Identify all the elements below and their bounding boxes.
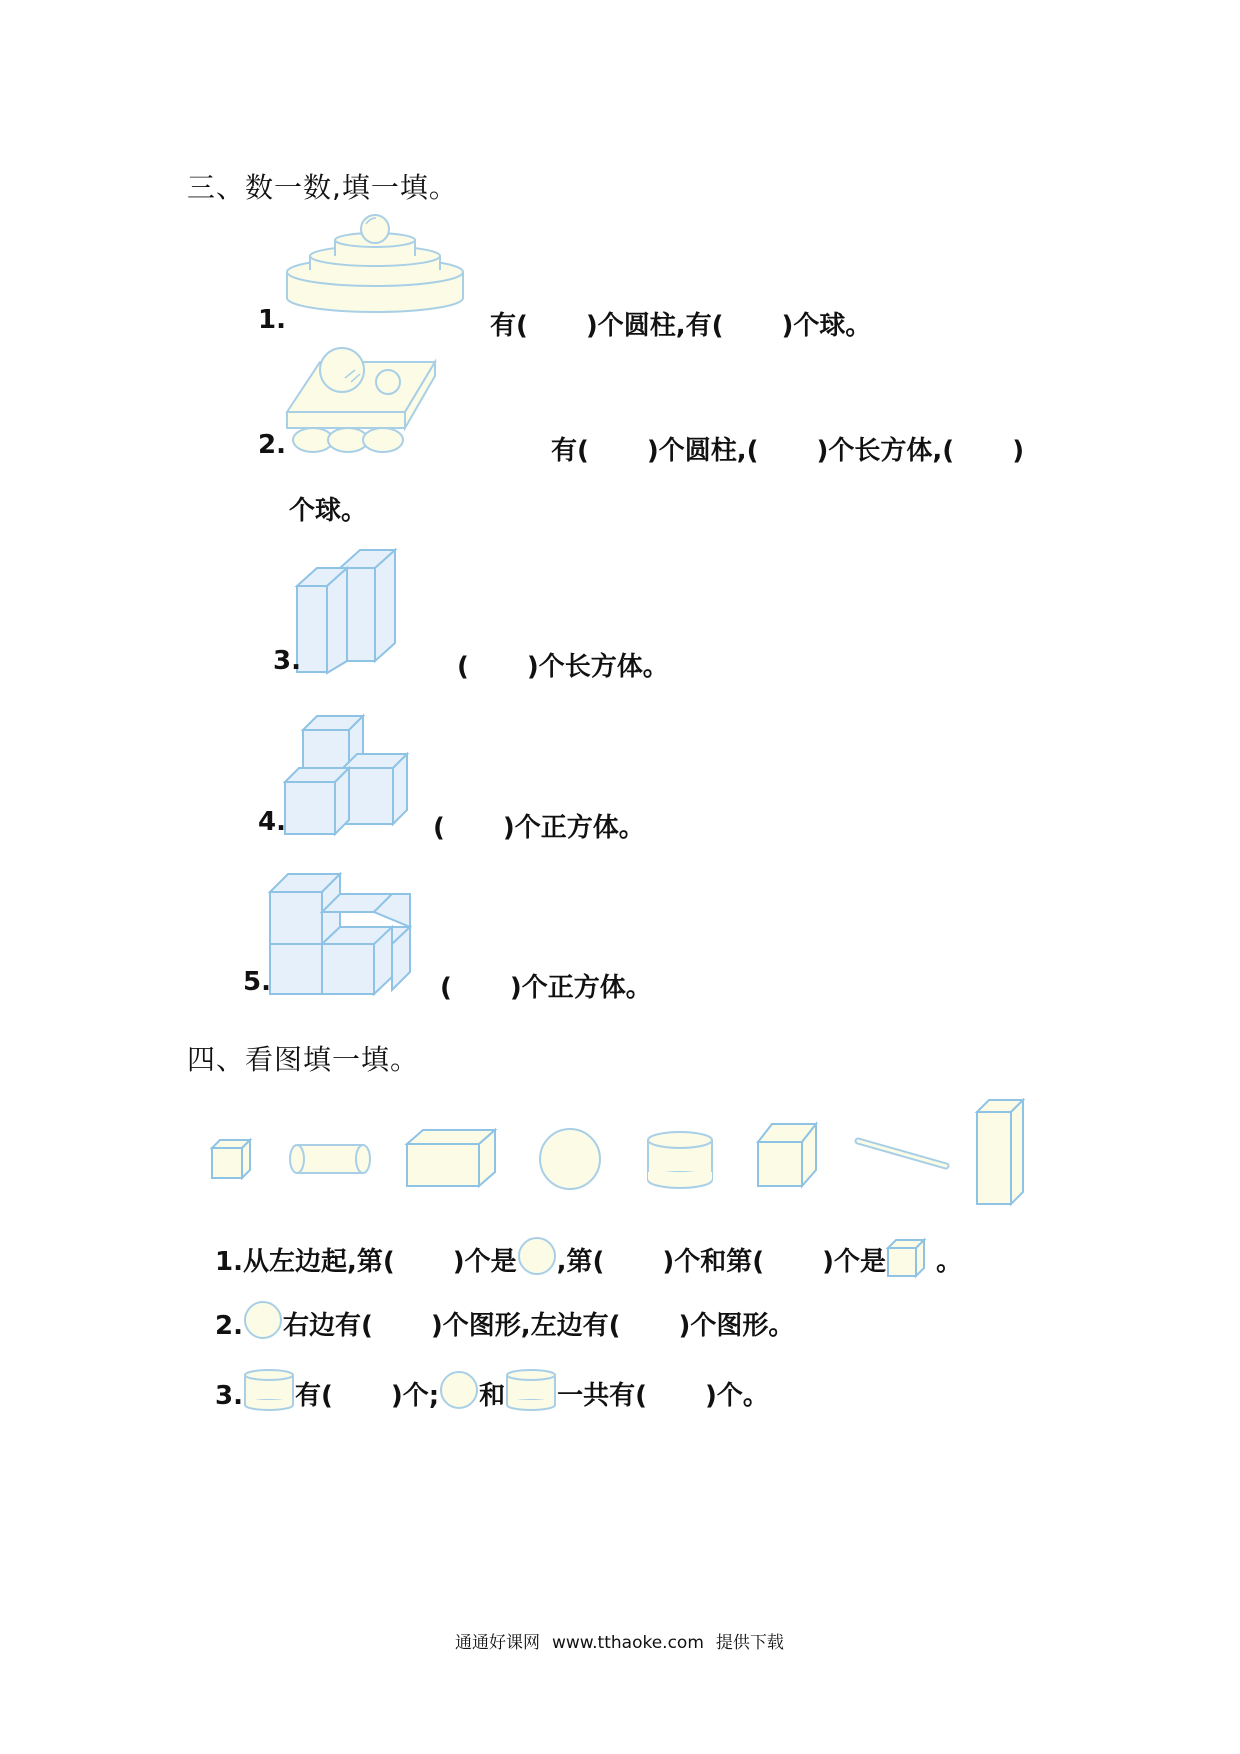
text-part: )个和第( (662, 1247, 765, 1277)
cube-icon (886, 1238, 926, 1278)
item-number: 3. (215, 1381, 243, 1411)
tank-figure (285, 348, 445, 458)
text-part: 有( (551, 436, 589, 466)
text-part: )个圆柱,有( (585, 311, 724, 341)
footer (455, 1628, 784, 1653)
s3-item-3 (273, 646, 301, 676)
cylinder-icon (243, 1368, 295, 1412)
s3-item-2 (258, 430, 286, 460)
text-part: )个长方体。 (526, 652, 669, 682)
cube-pile-figure (283, 710, 413, 835)
s4-q3 (215, 1368, 769, 1412)
stick-cylinder-icon (852, 1136, 952, 1172)
s3-item-5-text (440, 967, 652, 1004)
cylinder-horizontal-icon (289, 1143, 371, 1175)
text-part: ( (440, 973, 452, 1003)
footer-url[interactable]: www.tthaoke.com (552, 1633, 704, 1653)
s3-item-4 (258, 807, 286, 837)
item-number: 1. (215, 1247, 243, 1277)
text-part: )个; (390, 1381, 440, 1411)
text-part: ( (457, 652, 469, 682)
cube-group-figure (268, 872, 418, 997)
cube-icon (756, 1122, 818, 1188)
item-number: 5. (243, 967, 271, 997)
footer-suffix: 提供下载 (715, 1633, 784, 1653)
text-part: 和 (479, 1381, 506, 1411)
sphere-icon (439, 1372, 479, 1412)
s3-item-3-text (457, 646, 669, 683)
s3-item-2-cont: 个球。 (289, 496, 368, 526)
s3-item-4-text (433, 807, 645, 844)
cylinder-icon (505, 1368, 557, 1412)
text-part: )个正方体。 (509, 973, 652, 1003)
cuboids-figure (295, 548, 405, 673)
sphere-icon (243, 1302, 283, 1342)
text-part: )个是 (452, 1247, 517, 1277)
text-part: )个正方体。 (502, 813, 645, 843)
text-part: ,第( (556, 1247, 605, 1277)
text-part: 右边有( (282, 1311, 373, 1341)
sphere-icon (538, 1127, 602, 1191)
item-number: 4. (258, 807, 286, 837)
section-3-heading: 三、数一数,填一填。 (187, 171, 458, 204)
text-part: )个图形,左边有( (430, 1311, 621, 1341)
item-number: 2. (215, 1311, 243, 1341)
text-part: 一共有( (557, 1381, 648, 1411)
text-part: )个球。 (781, 311, 872, 341)
s3-item-1 (258, 305, 286, 335)
text-part: 从左边起,第( (242, 1247, 395, 1277)
text-part: )个图形。 (678, 1311, 795, 1341)
text-part: 有( (294, 1381, 333, 1411)
s3-item-2-text (551, 430, 1024, 467)
s4-q2 (215, 1302, 794, 1342)
s3-item-5 (243, 967, 271, 997)
sphere-icon (517, 1238, 557, 1278)
cuboid-icon (405, 1128, 497, 1188)
s3-item-1-text (490, 305, 871, 342)
cube-icon (210, 1138, 252, 1180)
section-4-heading: 四、看图填一填。 (187, 1043, 420, 1076)
text-part: )个圆柱,( (646, 436, 759, 466)
cake-figure (280, 212, 470, 332)
text-part: )个。 (705, 1381, 769, 1411)
text-part: )个是 (822, 1247, 887, 1277)
item-number: 2. (258, 430, 286, 460)
text-part: 。 (936, 1247, 963, 1277)
item-number: 1. (258, 305, 286, 335)
tall-cuboid-icon (975, 1098, 1025, 1206)
text-part: 有( (490, 311, 528, 341)
cylinder-icon (646, 1130, 714, 1190)
text-part: )个长方体,( (816, 436, 955, 466)
s4-q1 (215, 1238, 962, 1278)
item-number: 3. (273, 646, 301, 676)
text-part: ) (1012, 436, 1025, 466)
text-part: ( (433, 813, 445, 843)
footer-site-name: 通通好课网 (455, 1633, 540, 1653)
